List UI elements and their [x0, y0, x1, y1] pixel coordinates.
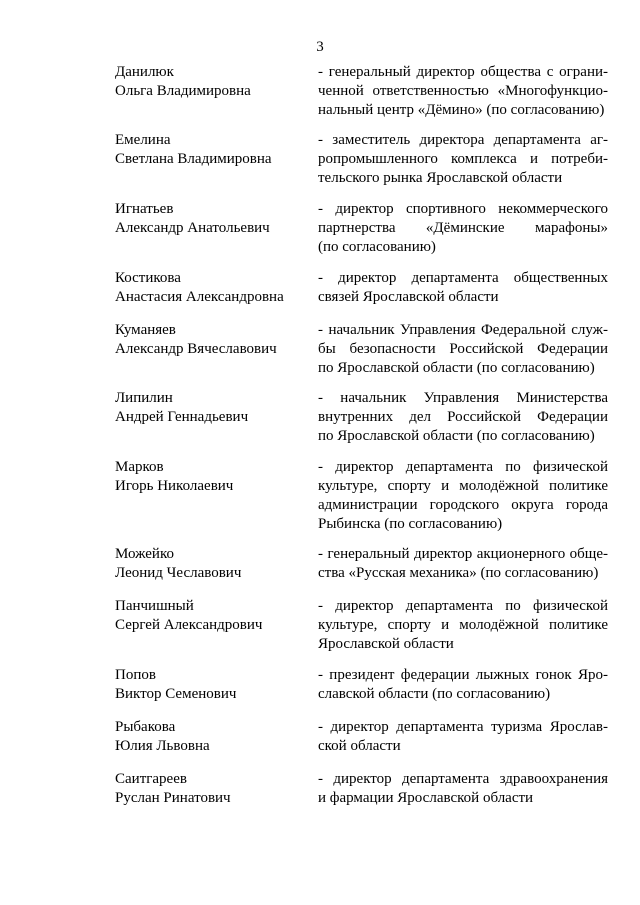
position-line: партнерства «Дёминские марафоны»	[318, 220, 608, 236]
surname: Можейко	[115, 546, 174, 562]
person-position	[318, 770, 608, 808]
position-line: тельского рынка Ярославской области	[318, 170, 563, 186]
person-name	[115, 597, 310, 635]
position-line: ропромышленного комплекса и потреби-	[318, 151, 608, 167]
position-line: культуре, спорту и молодёжной политике	[318, 617, 608, 633]
position-line: по Ярославской области (по согласованию)	[318, 428, 595, 444]
position-line: ченной ответственностью «Многофункцио-	[318, 83, 608, 99]
given-names: Руслан Ринатович	[115, 790, 231, 806]
person-name	[115, 63, 310, 101]
person-name	[115, 545, 310, 583]
surname: Липилин	[115, 390, 173, 406]
person-position	[318, 63, 608, 120]
given-names: Александр Анатольевич	[115, 220, 270, 236]
position-line: ства «Русская механика» (по согласованию)	[318, 565, 599, 581]
given-names: Александр Вячеславович	[115, 341, 277, 357]
surname: Костикова	[115, 270, 181, 286]
person-name	[115, 389, 310, 427]
position-line: - генеральный директор общества с ограни-	[318, 64, 608, 80]
position-line: - директор департамента туризма Ярослав-	[318, 719, 608, 735]
position-line: культуре, спорту и молодёжной политике	[318, 478, 608, 494]
position-line: - президент федерации лыжных гонок Яро-	[318, 667, 608, 683]
surname: Данилюк	[115, 64, 174, 80]
person-name	[115, 269, 310, 307]
given-names: Светлана Владимировна	[115, 151, 272, 167]
surname: Марков	[115, 459, 164, 475]
person-name	[115, 770, 310, 808]
person-name	[115, 458, 310, 496]
surname: Рыбакова	[115, 719, 176, 735]
person-name	[115, 666, 310, 704]
person-position	[318, 718, 608, 756]
surname: Панчишный	[115, 598, 194, 614]
person-position	[318, 597, 608, 654]
position-line: - директор департамента по физической	[318, 598, 608, 614]
position-line: по Ярославской области (по согласованию)	[318, 360, 595, 376]
position-line: администрации городского округа города	[318, 497, 608, 513]
position-line: - начальник Управления Министерства	[318, 390, 608, 406]
given-names: Юлия Львовна	[115, 738, 210, 754]
position-line: - директор департамента общественных	[318, 270, 608, 286]
given-names: Анастасия Александровна	[115, 289, 284, 305]
position-line: - директор департамента здравоохранения	[318, 771, 608, 787]
given-names: Леонид Чеславович	[115, 565, 242, 581]
position-line: внутренних дел Российской Федерации	[318, 409, 608, 425]
surname: Куманяев	[115, 322, 176, 338]
position-line: - директор департамента по физической	[318, 459, 608, 475]
person-name	[115, 718, 310, 756]
position-line: нальный центр «Дёмино» (по согласованию)	[318, 102, 605, 118]
position-line: (по согласованию)	[318, 239, 436, 255]
page-number: 3	[316, 39, 324, 55]
given-names: Сергей Александрович	[115, 617, 263, 633]
surname: Емелина	[115, 132, 171, 148]
surname: Игнатьев	[115, 201, 174, 217]
person-position	[318, 389, 608, 446]
person-position	[318, 321, 608, 378]
person-position	[318, 131, 608, 188]
person-position	[318, 269, 608, 307]
surname: Саитгареев	[115, 771, 187, 787]
surname: Попов	[115, 667, 156, 683]
given-names: Андрей Геннадьевич	[115, 409, 249, 425]
person-name	[115, 321, 310, 359]
position-line: - генеральный директор акционерного обще-	[318, 546, 608, 562]
position-line: Рыбинска (по согласованию)	[318, 516, 503, 532]
person-position	[318, 545, 608, 583]
position-line: - заместитель директора департамента аг-	[318, 132, 608, 148]
person-position	[318, 666, 608, 704]
position-line: - директор спортивного некоммерческого	[318, 201, 608, 217]
position-line: и фармации Ярославской области	[318, 790, 534, 806]
given-names: Ольга Владимировна	[115, 83, 251, 99]
position-line: бы безопасности Российской Федерации	[318, 341, 608, 357]
person-name	[115, 200, 310, 238]
position-line: ской области	[318, 738, 401, 754]
position-line: Ярославской области	[318, 636, 454, 652]
position-line: - начальник Управления Федеральной служ-	[318, 322, 608, 338]
person-name	[115, 131, 310, 169]
given-names: Игорь Николаевич	[115, 478, 234, 494]
given-names: Виктор Семенович	[115, 686, 237, 702]
person-position	[318, 200, 608, 257]
position-line: славской области (по согласованию)	[318, 686, 551, 702]
position-line: связей Ярославской области	[318, 289, 499, 305]
person-position	[318, 458, 608, 534]
